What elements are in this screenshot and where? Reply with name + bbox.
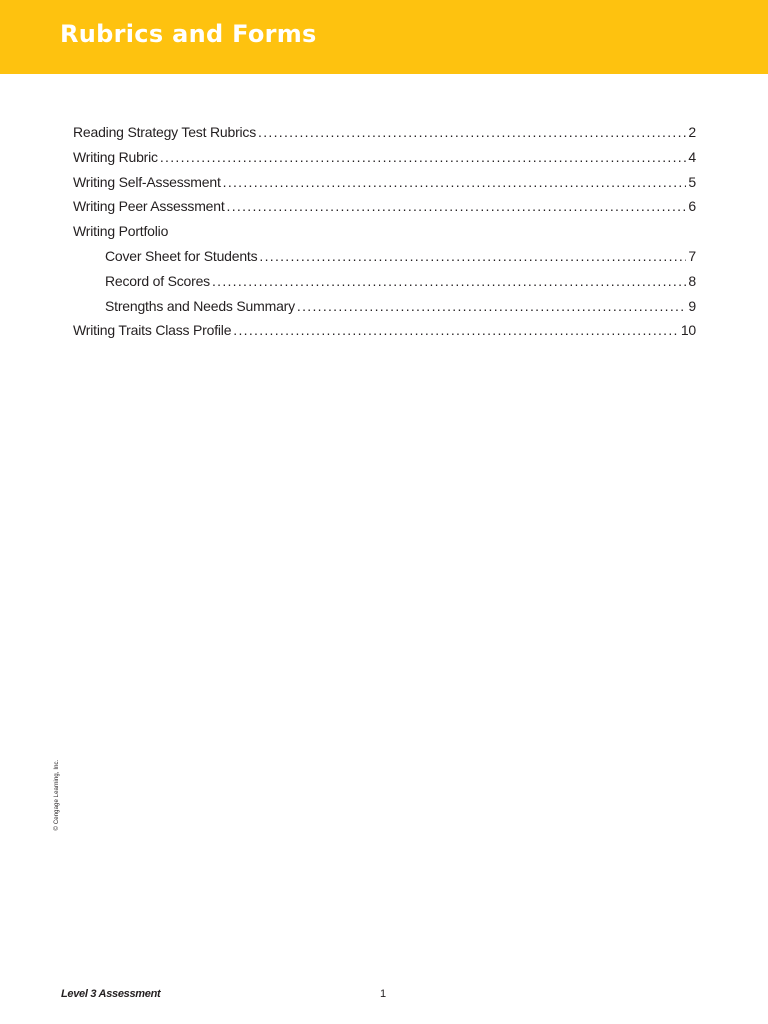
copyright-notice: © Cengage Learning, Inc.: [54, 759, 60, 831]
toc-entry[interactable]: [73, 269, 696, 294]
toc-entry-page: 2: [688, 124, 696, 140]
toc-entry[interactable]: [73, 294, 696, 319]
toc-entry-label: Writing Traits Class Profile: [73, 322, 232, 339]
toc-dot-leader: [227, 194, 687, 219]
toc-entry-page: 9: [688, 297, 696, 314]
toc-entry-label: Record of Scores: [105, 272, 210, 289]
toc-entry-label: Writing Portfolio: [73, 223, 169, 240]
toc-entry[interactable]: [73, 219, 696, 244]
toc-entry-label: Writing Peer Assessment: [73, 198, 225, 215]
toc-entry-page: 6: [688, 198, 696, 215]
toc-dot-leader: [223, 170, 687, 195]
toc-entry-page: 7: [688, 247, 696, 264]
toc-dot-leader: [233, 318, 679, 343]
toc-entry-label: Reading Strategy Test Rubrics: [73, 124, 257, 140]
toc-entry[interactable]: [73, 170, 696, 195]
table-of-contents: [73, 120, 696, 343]
toc-entry-page: 5: [688, 173, 696, 190]
toc-entry-label: Cover Sheet for Students: [105, 247, 258, 264]
footer-page-number: 1: [380, 988, 387, 1000]
toc-dot-leader: [212, 269, 686, 294]
toc-entry[interactable]: [73, 145, 696, 170]
toc-entry-page: 4: [688, 148, 696, 165]
toc-entry[interactable]: [73, 318, 696, 343]
toc-entry[interactable]: [73, 194, 696, 219]
toc-dot-leader: [297, 294, 686, 319]
footer-book-title: Level 3 Assessment: [61, 988, 161, 1000]
toc-entry-page: 8: [688, 272, 696, 289]
toc-entry-label: Writing Rubric: [73, 148, 158, 165]
page-title: Rubrics and Forms: [60, 20, 317, 48]
toc-dot-leader: [259, 244, 686, 269]
toc-entry-label: Strengths and Needs Summary: [105, 297, 295, 314]
toc-dot-leader: [160, 145, 687, 170]
toc-entry-label: Writing Self-Assessment: [73, 173, 221, 190]
header-band: [0, 0, 768, 74]
toc-entry[interactable]: [73, 244, 696, 269]
toc-dot-leader: [258, 120, 686, 145]
toc-entry-page: 10: [680, 322, 696, 339]
toc-entry[interactable]: [73, 120, 696, 145]
